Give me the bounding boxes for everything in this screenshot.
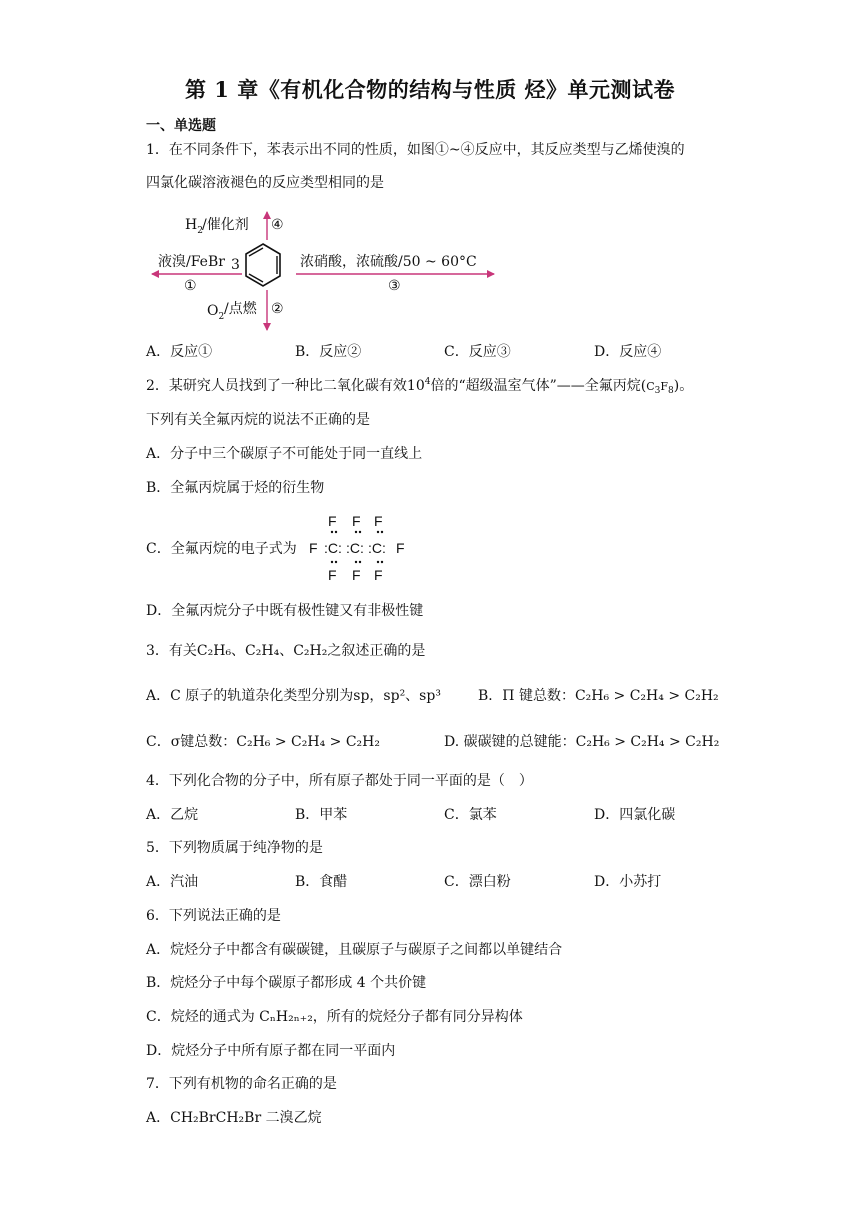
q7-stem: 7．下列有机物的命名正确的是 bbox=[146, 1076, 337, 1092]
right-number: ③ bbox=[388, 278, 401, 294]
q2-stem-part1: 2．某研究人员找到了一种比二氧化碳有效10 bbox=[146, 378, 425, 394]
q5-option-d[interactable]: D．小苏打 bbox=[594, 874, 662, 890]
q6-option-c[interactable]: C．烷烃的通式为 CₙH₂ₙ₊₂，所有的烷烃分子都有同分异构体 bbox=[146, 1009, 523, 1025]
benzene-reaction-diagram bbox=[150, 210, 510, 335]
q3-option-a[interactable]: A．C 原子的轨道杂化类型分别为sp，sp²、sp³ bbox=[146, 688, 441, 704]
bottom-number: ② bbox=[271, 301, 284, 317]
left-reagent-label: 液溴/FeBr bbox=[158, 254, 225, 270]
q2-stem-line1 bbox=[146, 376, 693, 397]
svg-text:F: F bbox=[374, 513, 383, 529]
top-reagent-label: /催化剂 bbox=[202, 217, 249, 233]
svg-text:F: F bbox=[328, 513, 337, 529]
q2-option-a[interactable]: A．分子中三个碳原子不可能处于同一直线上 bbox=[146, 446, 423, 462]
q6-option-d[interactable]: D．烷烃分子中所有原子都在同一平面内 bbox=[146, 1043, 396, 1059]
q1-stem-line1: 1．在不同条件下，苯表示出不同的性质，如图①~④反应中，其反应类型与乙烯使溴的 bbox=[146, 142, 685, 158]
q4-stem: 4．下列化合物的分子中，所有原子都处于同一平面的是（ ） bbox=[146, 773, 533, 789]
q4-option-d[interactable]: D．四氯化碳 bbox=[594, 807, 676, 823]
left-number: ① bbox=[184, 278, 197, 294]
right-reagent-label: 浓硝酸，浓硫酸/50 ~ 60°C bbox=[300, 254, 477, 270]
q5-stem: 5．下列物质属于纯净物的是 bbox=[146, 840, 323, 856]
q1-option-c[interactable]: C．反应③ bbox=[444, 344, 511, 360]
q5-option-a[interactable]: A．汽油 bbox=[146, 874, 199, 890]
q2-stem-line2: 下列有关全氟丙烷的说法不正确的是 bbox=[146, 412, 370, 428]
svg-text:F: F bbox=[396, 540, 405, 556]
q2-stem-part2: 倍的“超级温室气体”——全氟丙烷( bbox=[430, 378, 647, 394]
q1-option-b[interactable]: B．反应② bbox=[295, 344, 362, 360]
svg-text:F: F bbox=[352, 513, 361, 529]
svg-text::C:: :C: bbox=[324, 540, 342, 556]
q1-option-d[interactable]: D．反应④ bbox=[594, 344, 662, 360]
q5-option-c[interactable]: C．漂白粉 bbox=[444, 874, 511, 890]
svg-text:F: F bbox=[352, 567, 361, 583]
bottom-reagent-label: /点燃 bbox=[224, 301, 257, 317]
top-h2-label: $H_2$ bbox=[185, 217, 203, 236]
q4-option-a[interactable]: A．乙烷 bbox=[146, 807, 199, 823]
q3-option-b[interactable]: B．Π 键总数：C₂H₆ > C₂H₄ > C₂H₂ bbox=[478, 688, 719, 704]
left-subscript: 3 bbox=[231, 257, 240, 273]
svg-text:F: F bbox=[374, 567, 383, 583]
q6-stem: 6．下列说法正确的是 bbox=[146, 908, 281, 924]
q6-option-a[interactable]: A．烷烃分子中都含有碳碳键，且碳原子与碳原子之间都以单键结合 bbox=[146, 942, 563, 958]
page-title: 第 1 章《有机化合物的结构与性质 烃》单元测试卷 bbox=[184, 77, 676, 102]
q2-option-b[interactable]: B．全氟丙烷属于烃的衍生物 bbox=[146, 480, 325, 496]
q3-stem: 3．有关C₂H₆、C₂H₄、C₂H₂之叙述正确的是 bbox=[146, 643, 426, 659]
svg-text:F: F bbox=[309, 540, 318, 556]
q2-option-d[interactable]: D．全氟丙烷分子中既有极性键又有非极性键 bbox=[146, 603, 424, 619]
svg-text::C:: :C: bbox=[368, 540, 386, 556]
q2-stem-part3: )。 bbox=[673, 378, 694, 394]
q2-option-c[interactable]: C．全氟丙烷的电子式为 bbox=[146, 541, 297, 557]
q7-option-a[interactable]: A．CH₂BrCH₂Br 二溴乙烷 bbox=[146, 1110, 322, 1126]
section-heading: 一、单选题 bbox=[146, 118, 216, 134]
q6-option-b[interactable]: B．烷烃分子中每个碳原子都形成 4 个共价键 bbox=[146, 975, 427, 991]
q2-stem-sup: 4 bbox=[424, 377, 431, 387]
top-number: ④ bbox=[271, 217, 284, 233]
q4-option-b[interactable]: B．甲苯 bbox=[295, 807, 348, 823]
q4-option-c[interactable]: C．氯苯 bbox=[444, 807, 497, 823]
benzene-ring-icon bbox=[246, 244, 280, 286]
svg-text:F: F bbox=[328, 567, 337, 583]
q5-option-b[interactable]: B．食醋 bbox=[295, 874, 348, 890]
svg-text::C:: :C: bbox=[346, 540, 364, 556]
bottom-o2-label: $O_2$ bbox=[207, 303, 225, 322]
q1-stem-line2: 四氯化碳溶液褪色的反应类型相同的是 bbox=[146, 175, 384, 191]
q3-option-d[interactable]: D. 碳碳键的总键能：C₂H₆ > C₂H₄ > C₂H₂ bbox=[444, 734, 720, 750]
c3f8-formula: $C_3F_8$ bbox=[646, 380, 674, 396]
electron-formula-diagram bbox=[308, 512, 418, 584]
q3-option-c[interactable]: C．σ键总数：C₂H₆ > C₂H₄ > C₂H₂ bbox=[146, 734, 380, 750]
q1-option-a[interactable]: A．反应① bbox=[146, 344, 213, 360]
